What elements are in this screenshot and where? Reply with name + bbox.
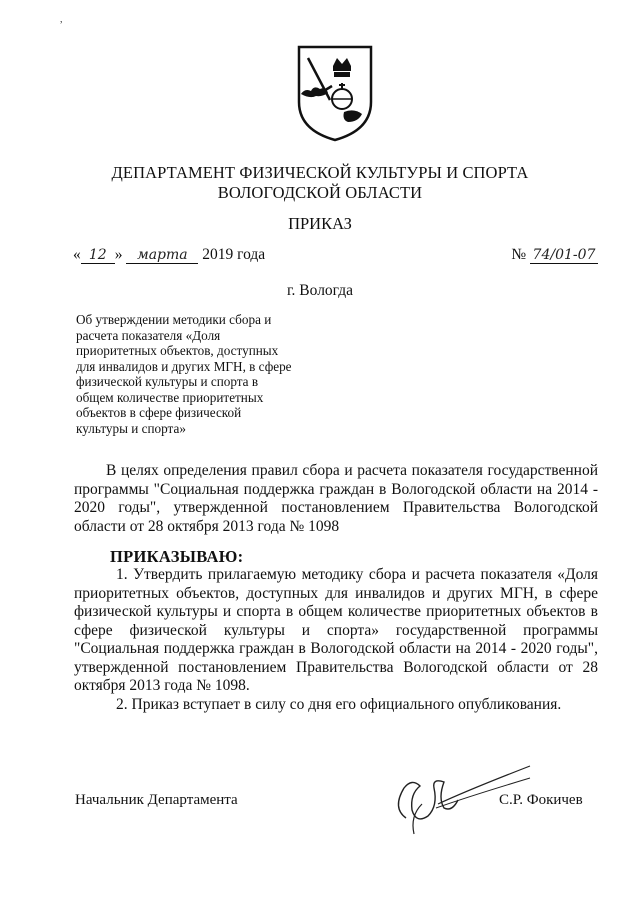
order-subject: Об утверждении методики сбора и расчета показателя «Доля приоритетных объектов, доступных для инвалидов и других МГН, в сфере физической культуры и спорта в общем количестве приоритетных объектов в сфере физической культуры и спорта»: [76, 312, 292, 436]
order-items: [74, 566, 598, 714]
scan-mark: ,: [60, 14, 63, 25]
preamble-text: В целях определения правил сбора и расчета показателя государственной программы "Социальная поддержка граждан в Вологодской области на 2014 - 2020 годы", утвержденной постановлением Правительства Вологодской области от 28 октября 2013 года № 1098: [74, 462, 598, 535]
order-item-1: 1. Утвердить прилагаемую методику сбора и расчета показателя «Доля приоритетных объектов, доступных для инвалидов и других МГН, в сфере физической культуры и спорта в общем количестве приоритетных объектов в сфере физической культуры и спорта» государственной программы "Социальная поддержка граждан в Вологодской области на 2014 - 2020 годы", утвержденной постановлением Правительства Вологодской области от 28 октября 2013 года № 1098.: [74, 566, 598, 694]
date-open-quote: «: [73, 246, 81, 263]
order-item-2: 2. Приказ вступает в силу со дня его официального опубликования.: [116, 695, 562, 713]
order-number: [511, 246, 598, 264]
department-title-line2: ВОЛОГОДСКОЙ ОБЛАСТИ: [217, 183, 423, 202]
order-date: [73, 246, 265, 264]
date-month: марта: [126, 248, 198, 264]
department-title-line1: ДЕПАРТАМЕНТ ФИЗИЧЕСКОЙ КУЛЬТУРЫ И СПОРТА: [111, 163, 529, 182]
order-number-value: 74/01-07: [530, 248, 598, 264]
order-heading: ПРИКАЗЫВАЮ:: [110, 547, 244, 566]
preamble: [74, 462, 598, 536]
vologda-coat-of-arms-icon: [296, 44, 374, 142]
signer-name: С.Р. Фокичев: [499, 792, 583, 808]
order-number-prefix: №: [511, 246, 527, 263]
date-year: 2019 года: [202, 246, 266, 263]
date-day: 12: [81, 248, 115, 264]
document-type: ПРИКАЗ: [288, 214, 352, 233]
signer-position: Начальник Департамента: [75, 792, 238, 808]
date-close-quote: »: [114, 246, 123, 263]
city: г. Вологда: [286, 282, 354, 299]
